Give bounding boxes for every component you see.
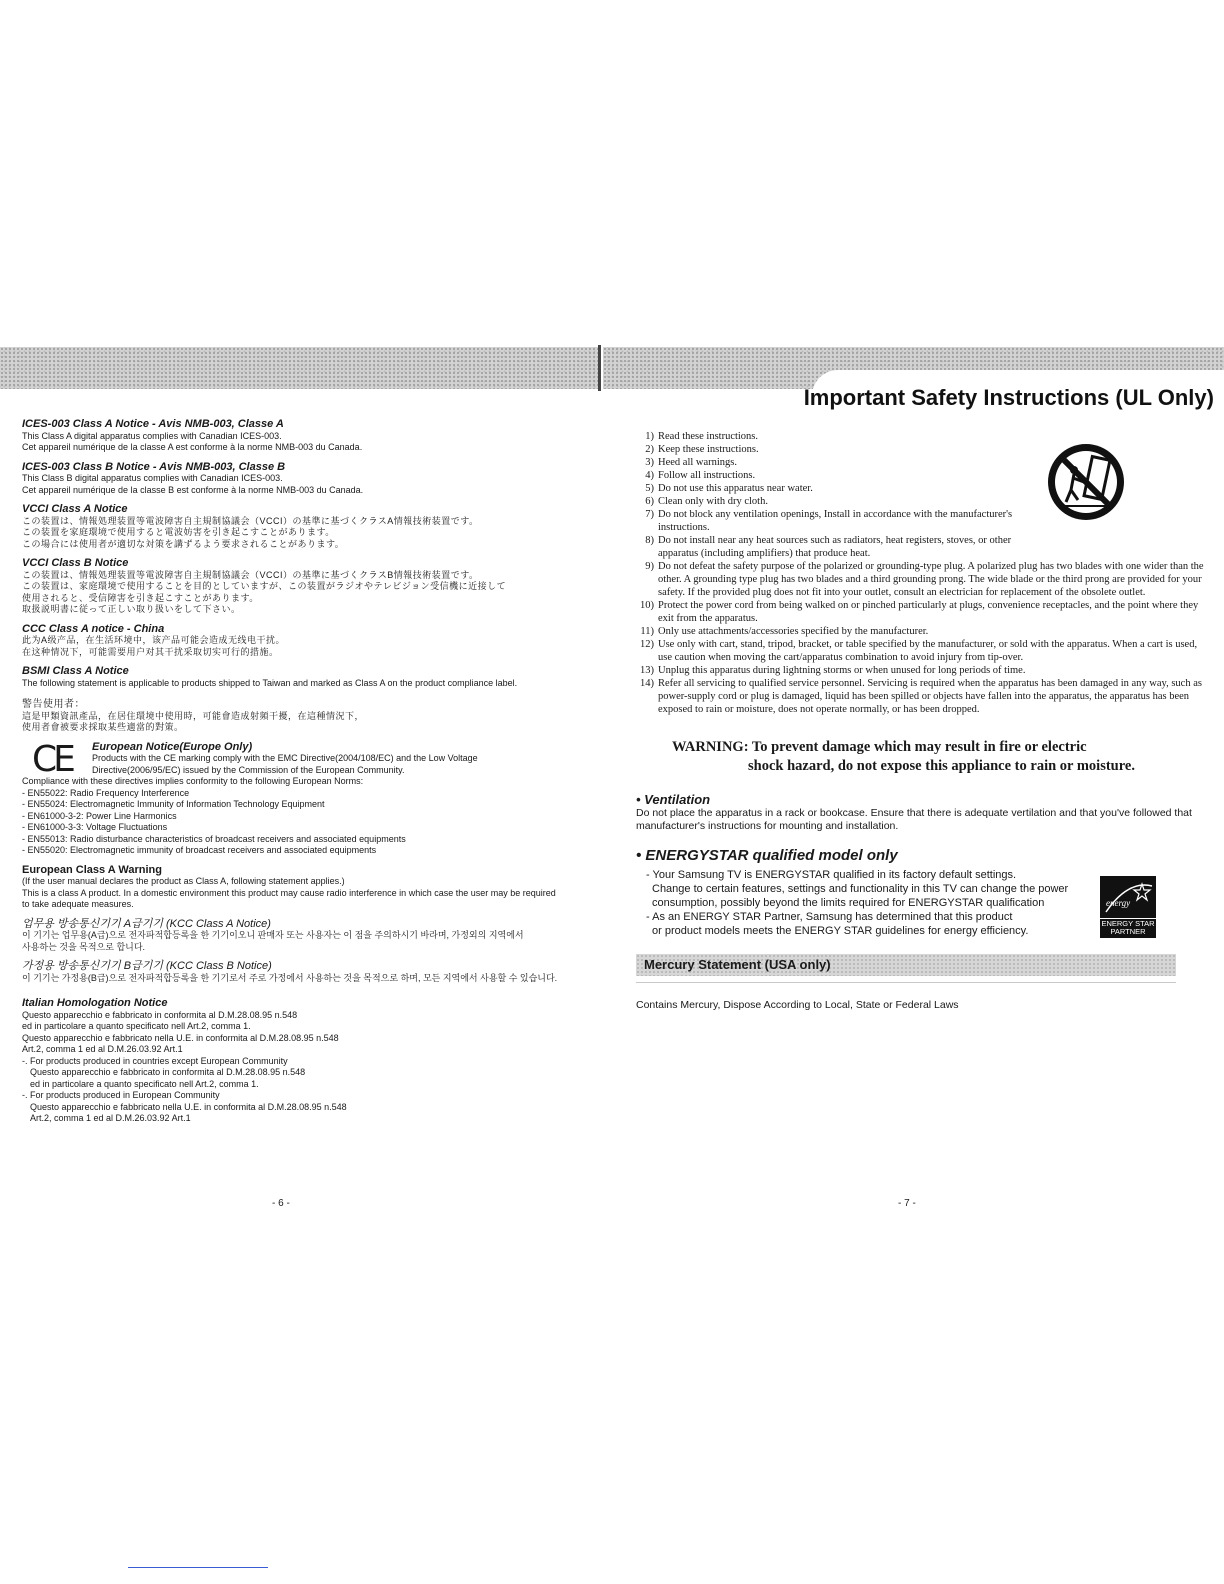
warning-line: WARNING: To prevent damage which may result in fire or electric xyxy=(672,739,1087,755)
energystar-line: - Your Samsung TV is ENERGYSTAR qualified in its factory default settings. xyxy=(646,869,1017,881)
ices-a-line: Cet appareil numérique de la classe A est conforme à la norme NMB-003 du Canada. xyxy=(22,442,363,452)
page-divider xyxy=(598,345,601,391)
vcci-a-line: この装置を家庭環境で使用すると電波妨害を引き起こすことがあります。 xyxy=(22,527,335,537)
vcci-a-line: この装置は、情報処理装置等電波障害自主規制協議会（VCCI）の基準に基づくクラスA情報技術装置です。 xyxy=(22,515,479,526)
vcci-b-line: この装置は、情報処理装置等電波障害自主規制協議会（VCCI）の基準に基づくクラスB情報技術装置です。 xyxy=(22,569,479,580)
list-item: 11 ) Only use attachments/accessories specified by the manufacturer. xyxy=(636,625,1206,638)
ccc-line: 在这种情况下，可能需要用户对其干扰采取切实可行的措施。 xyxy=(22,646,279,657)
kcc-b-heading: 가정용 방송통신기기 B급기기 (KCC Class B Notice) xyxy=(22,960,272,972)
italian-line: Questo apparecchio e fabbricato in conformita al D.M.28.08.95 n.548 xyxy=(30,1067,306,1077)
mercury-heading: Mercury Statement (USA only) xyxy=(644,957,831,972)
ices-b-line: This Class B digital apparatus complies with Canadian ICES-003. xyxy=(22,473,283,483)
list-item: 8 ) Do not install near any heat sources such as radiators, heat registers, stoves, or other apparatus (including amplifiers) that produce heat. xyxy=(636,534,1028,560)
italian-line: Questo apparecchio e fabbricato in conformita al D.M.28.08.95 n.548 xyxy=(22,1009,298,1020)
divider xyxy=(636,982,1176,983)
bsmi-warning-line: 使用者會被要求採取某些適當的對策。 xyxy=(22,722,184,732)
kcc-a-heading: 업무용 방송통신기기 A급기기 (KCC Class A Notice) xyxy=(22,917,271,930)
ventilation-text: Do not place the apparatus in a rack or bookcase. Ensure that there is adequate vertilation and that you've followed that manufacturer's instructions for mounting and installation. xyxy=(636,807,1192,832)
european-notice xyxy=(22,738,562,780)
european-class-a-line: This is a class A product. In a domestic environment this product may cause radio interference in which case the user may be required to take adequate measures. xyxy=(22,887,556,909)
warning-line: shock hazard, do not expose this appliance to rain or moisture. xyxy=(748,758,1135,774)
list-item: 12 ) Use only with cart, stand, tripod, bracket, or table specified by the manufacturer, or sold with the apparatus. When a cart is used, use caution when moving the cart/apparatus combination to avoid injury from tip-over. xyxy=(636,638,1206,664)
list-item: 1 ) Read these instructions. xyxy=(636,430,1048,443)
page-title-tab xyxy=(803,370,1224,416)
energystar-line: Change to certain features, settings and functionality in this TV can change the power consumption, possibly beyond the limits required for ENERGYSTAR qualification xyxy=(652,883,1069,909)
kcc-a-line: 사용하는 것을 목적으로 합니다. xyxy=(22,941,146,952)
list-item: 3 ) Heed all warnings. xyxy=(636,456,1048,469)
list-item: 10 ) Protect the power cord from being walked on or pinched particularly at plugs, convenience receptacles, and the point where they exit from the apparatus. xyxy=(636,599,1206,625)
header-band-left xyxy=(0,347,598,389)
european-compliance: Compliance with these directives implies conformity to the following European Norms: xyxy=(22,776,364,786)
italian-line: Art.2, comma 1 ed al D.M.26.03.92 Art.1 xyxy=(30,1113,191,1123)
european-norm: - EN55020: Electromagnetic immunity of broadcast receivers and associated equipments xyxy=(22,845,377,855)
bsmi-warning-title: 警告使用者： xyxy=(22,699,85,710)
italian-heading: Italian Homologation Notice xyxy=(22,997,168,1009)
european-norm: - EN61000-3-2: Power Line Harmonics xyxy=(22,810,177,821)
vcci-a-line: この場合には使用者が適切な対策を講ずるよう要求されることがあります。 xyxy=(22,538,345,549)
italian-line: Questo apparecchio e fabbricato nella U.E. in conformita al D.M.28.08.95 n.548 xyxy=(22,1032,339,1043)
european-notice-text: Products with the CE marking comply with the EMC Directive(2004/108/EC) and the Low Voltage Directive(2006/95/EC) issued by the Commission of the European Community. xyxy=(92,753,478,775)
ventilation-heading: • Ventilation xyxy=(636,792,711,807)
european-norm: - EN55013: Radio disturbance characteristics of broadcast receivers and associated equipments xyxy=(22,833,406,844)
energy-star-partner-icon xyxy=(1100,876,1156,938)
italian-line: Art.2, comma 1 ed al D.M.26.03.92 Art.1 xyxy=(22,1044,183,1054)
kcc-b-line: 이 기기는 가정용(B급)으로 전자파적합등록을 한 기기로서 주로 가정에서 사용하는 것을 목적으로 하며, 모든 지역에서 사용할 수 있습니다. xyxy=(22,972,558,983)
ices-a-line: This Class A digital apparatus complies with Canadian ICES-003. xyxy=(22,430,282,441)
list-item: 2 ) Keep these instructions. xyxy=(636,443,1048,456)
list-item: 13 ) Unplug this apparatus during lightning storms or when unused for long periods of time. xyxy=(636,664,1206,677)
bsmi-heading: BSMI Class A Notice xyxy=(22,665,129,677)
bsmi-warning-line: 這是甲類資訊產品，在居住環境中使用時，可能會造成射頻干擾，在這種情況下， xyxy=(22,710,365,721)
vcci-b-line: 取扱説明書に従って正しい取り扱いをして下さい。 xyxy=(22,604,241,614)
italian-line: -. For products produced in countries except European Community xyxy=(22,1055,288,1066)
vcci-b-line: この装置は、家庭環境で使用することを目的としていますが、この装置がラジオやテレビジョン受信機に近接して xyxy=(22,581,507,591)
ices-b-heading: ICES-003 Class B Notice - Avis NMB-003, Classe B xyxy=(22,460,286,473)
european-norm: - EN55024: Electromagnetic Immunity of Information Technology Equipment xyxy=(22,799,325,809)
italian-line: ed in particolare a quanto specificato nell Art.2, comma 1. xyxy=(30,1078,259,1089)
list-item: 14 ) Refer all servicing to qualified service personnel. Servicing is required when the apparatus has been damaged in any way, such as power-supply cord or plug is damaged, liquid has been spilled or objects have fallen into the apparatus, the apparatus has been exposed to rain or moisture, does not operate normally, or has been dropped. xyxy=(636,677,1206,716)
page-title: Important Safety Instructions (UL Only) xyxy=(803,385,1214,410)
left-page-content xyxy=(22,419,562,1125)
right-page-number: - 7 - xyxy=(898,1198,916,1209)
list-item: 4 ) Follow all instructions. xyxy=(636,469,1048,482)
mercury-text: Contains Mercury, Dispose According to Local, State or Federal Laws xyxy=(636,999,959,1011)
energy-star-emblem xyxy=(1100,876,1156,918)
energy-star-script: energy xyxy=(1106,898,1131,908)
ccc-line: 此为A级产品，在生活环境中，该产品可能会造成无线电干扰。 xyxy=(22,635,286,645)
mercury-heading-bar xyxy=(636,954,1176,976)
italian-line: -. For products produced in European Community xyxy=(22,1090,220,1100)
ices-a-heading: ICES-003 Class A Notice - Avis NMB-003, Classe A xyxy=(22,418,284,430)
ices-b-line: Cet appareil numérique de la classe B est conforme à la norme NMB-003 du Canada. xyxy=(22,484,364,495)
ccc-heading: CCC Class A notice - China xyxy=(22,622,165,635)
european-notice-heading: European Notice(Europe Only) xyxy=(92,740,253,753)
cart-tip-over-warning-icon xyxy=(1044,440,1128,540)
energystar-line: or product models meets the ENERGY STAR guidelines for energy efficiency. xyxy=(652,925,1029,937)
energystar-list xyxy=(636,868,1096,938)
energystar-heading: • ENERGYSTAR qualified model only xyxy=(636,847,898,864)
ce-mark-icon: CE xyxy=(32,738,72,780)
italian-line: ed in particolare a quanto specificato nell Art.2, comma 1. xyxy=(22,1021,251,1031)
left-page-number: - 6 - xyxy=(272,1198,290,1209)
kcc-a-line: 이 기기는 업무용(A급)으로 전자파적합등록을 한 기기이오니 판매자 또는 사용자는 이 점을 주의하시기 바라며, 가정외의 지역에서 xyxy=(22,930,524,940)
list-item: 9 ) Do not defeat the safety purpose of the polarized or grounding-type plug. A polarized plug has two blades with one wider than the other. A grounding type plug has two blades and a third grounding prong. The wide blade or the third prong are provided for your safety. If the provided plug does not fit into your outlet, consult an electrician for replacement of the obsolete outlet. xyxy=(636,560,1206,599)
vcci-b-line: 使用されると、受信障害を引き起こすことがあります。 xyxy=(22,592,259,603)
european-class-a-heading: European Class A Warning xyxy=(22,863,162,876)
vcci-b-heading: VCCI Class B Notice xyxy=(22,557,129,569)
european-class-a-line: (If the user manual declares the product as Class A, following statement applies.) xyxy=(22,876,345,886)
european-norm: - EN55022: Radio Frequency Interference xyxy=(22,787,190,798)
vcci-a-heading: VCCI Class A Notice xyxy=(22,503,128,515)
italian-line: Questo apparecchio e fabbricato nella U.E. in conformita al D.M.28.08.95 n.548 xyxy=(30,1101,347,1112)
energystar-line: - As an ENERGY STAR Partner, Samsung has determined that this product xyxy=(646,911,1013,923)
energy-star-label: ENERGY STAR PARTNER xyxy=(1101,919,1155,936)
list-item: 6 ) Clean only with dry cloth. xyxy=(636,495,1048,508)
list-item: 7 ) Do not block any ventilation openings, Install in accordance with the manufacturer's instructions. xyxy=(636,508,1018,534)
list-item: 5 ) Do not use this apparatus near water. xyxy=(636,482,1048,495)
footer-link-underline xyxy=(128,1567,268,1568)
bsmi-text: The following statement is applicable to products shipped to Taiwan and marked as Class A on the product compliance label. xyxy=(22,677,518,688)
european-norm: - EN61000-3-3: Voltage Fluctuations xyxy=(22,822,168,832)
warning-block xyxy=(636,738,1206,776)
